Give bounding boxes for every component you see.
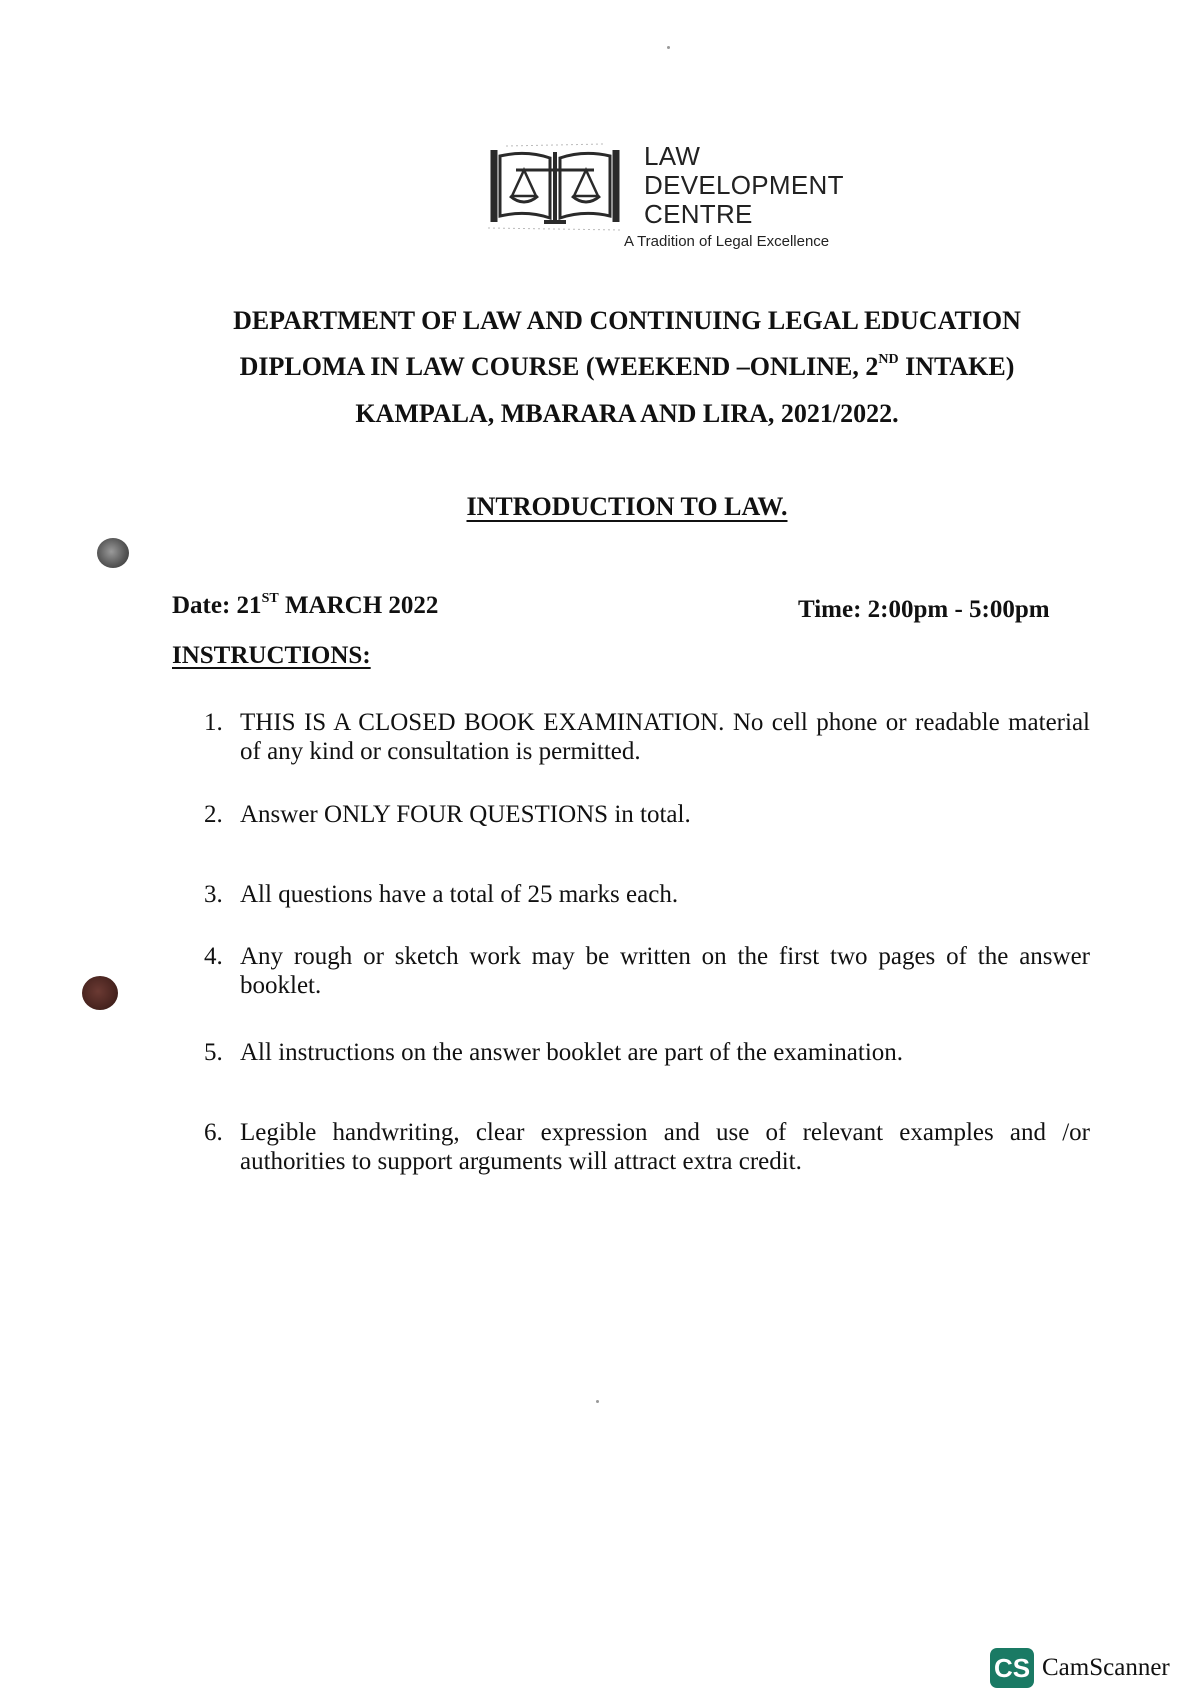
exam-time: Time: 2:00pm - 5:00pm [798, 596, 1050, 623]
logo-text [644, 142, 844, 229]
instruction-item [204, 1038, 1090, 1067]
instruction-text: Answer ONLY FOUR QUESTIONS in total. [240, 801, 691, 828]
logo-line-development: DEVELOPMENT [644, 170, 844, 200]
instruction-item [204, 880, 1090, 909]
instruction-number: 5. [204, 1039, 223, 1066]
scan-speck [596, 1400, 599, 1403]
instruction-text: All instructions on the answer booklet are part of the examination. [240, 1039, 904, 1066]
instruction-item [204, 1118, 1090, 1176]
logo-tagline: A Tradition of Legal Excellence [624, 233, 830, 250]
exam-date-sup: ST [261, 590, 279, 606]
department-heading: DEPARTMENT OF LAW AND CONTINUING LEGAL EDUCATION [233, 306, 1021, 335]
instruction-text: THIS IS A CLOSED BOOK EXAMINATION. No cell phone or readable material of any kind or consultation is permitted. [240, 709, 1090, 765]
logo-line-law: LAW [644, 141, 701, 171]
instructions-heading: INSTRUCTIONS: [172, 642, 371, 669]
locations-heading: KAMPALA, MBARARA AND LIRA, 2021/2022. [355, 399, 899, 428]
course-heading-prefix: DIPLOMA IN LAW COURSE (WEEKEND –ONLINE, 2 [239, 352, 879, 381]
instruction-text: All questions have a total of 25 marks each. [240, 881, 679, 908]
camscanner-label: CamScanner [1042, 1654, 1170, 1681]
course-heading-sup: ND [878, 352, 899, 368]
punch-hole-bottom [82, 976, 118, 1010]
scan-speck [667, 46, 670, 49]
instruction-number: 3. [204, 881, 223, 908]
instruction-item [204, 800, 1090, 829]
camscanner-logo-icon: CS [990, 1648, 1034, 1688]
instruction-number: 1. [204, 709, 223, 736]
instruction-text: Legible handwriting, clear expression and use of relevant examples and /or authorities to support arguments will attract extra credit. [240, 1119, 1090, 1175]
instruction-text: Any rough or sketch work may be written on the first two pages of the answer booklet. [240, 943, 1090, 999]
course-heading [0, 352, 1200, 382]
instruction-number: 2. [204, 801, 223, 828]
exam-date-suffix: MARCH 2022 [278, 592, 439, 619]
instruction-number: 6. [204, 1119, 223, 1146]
instruction-item [204, 708, 1090, 766]
subject-title: INTRODUCTION TO LAW. [466, 492, 788, 521]
law-development-centre-logo-icon [486, 138, 624, 234]
exam-date [172, 592, 438, 620]
punch-hole-top [97, 538, 129, 568]
instruction-item [204, 942, 1090, 1000]
course-heading-suffix: INTAKE) [898, 352, 1015, 381]
exam-date-prefix: Date: 21 [172, 592, 262, 619]
logo-line-centre: CENTRE [644, 199, 753, 229]
instruction-number: 4. [204, 943, 223, 970]
